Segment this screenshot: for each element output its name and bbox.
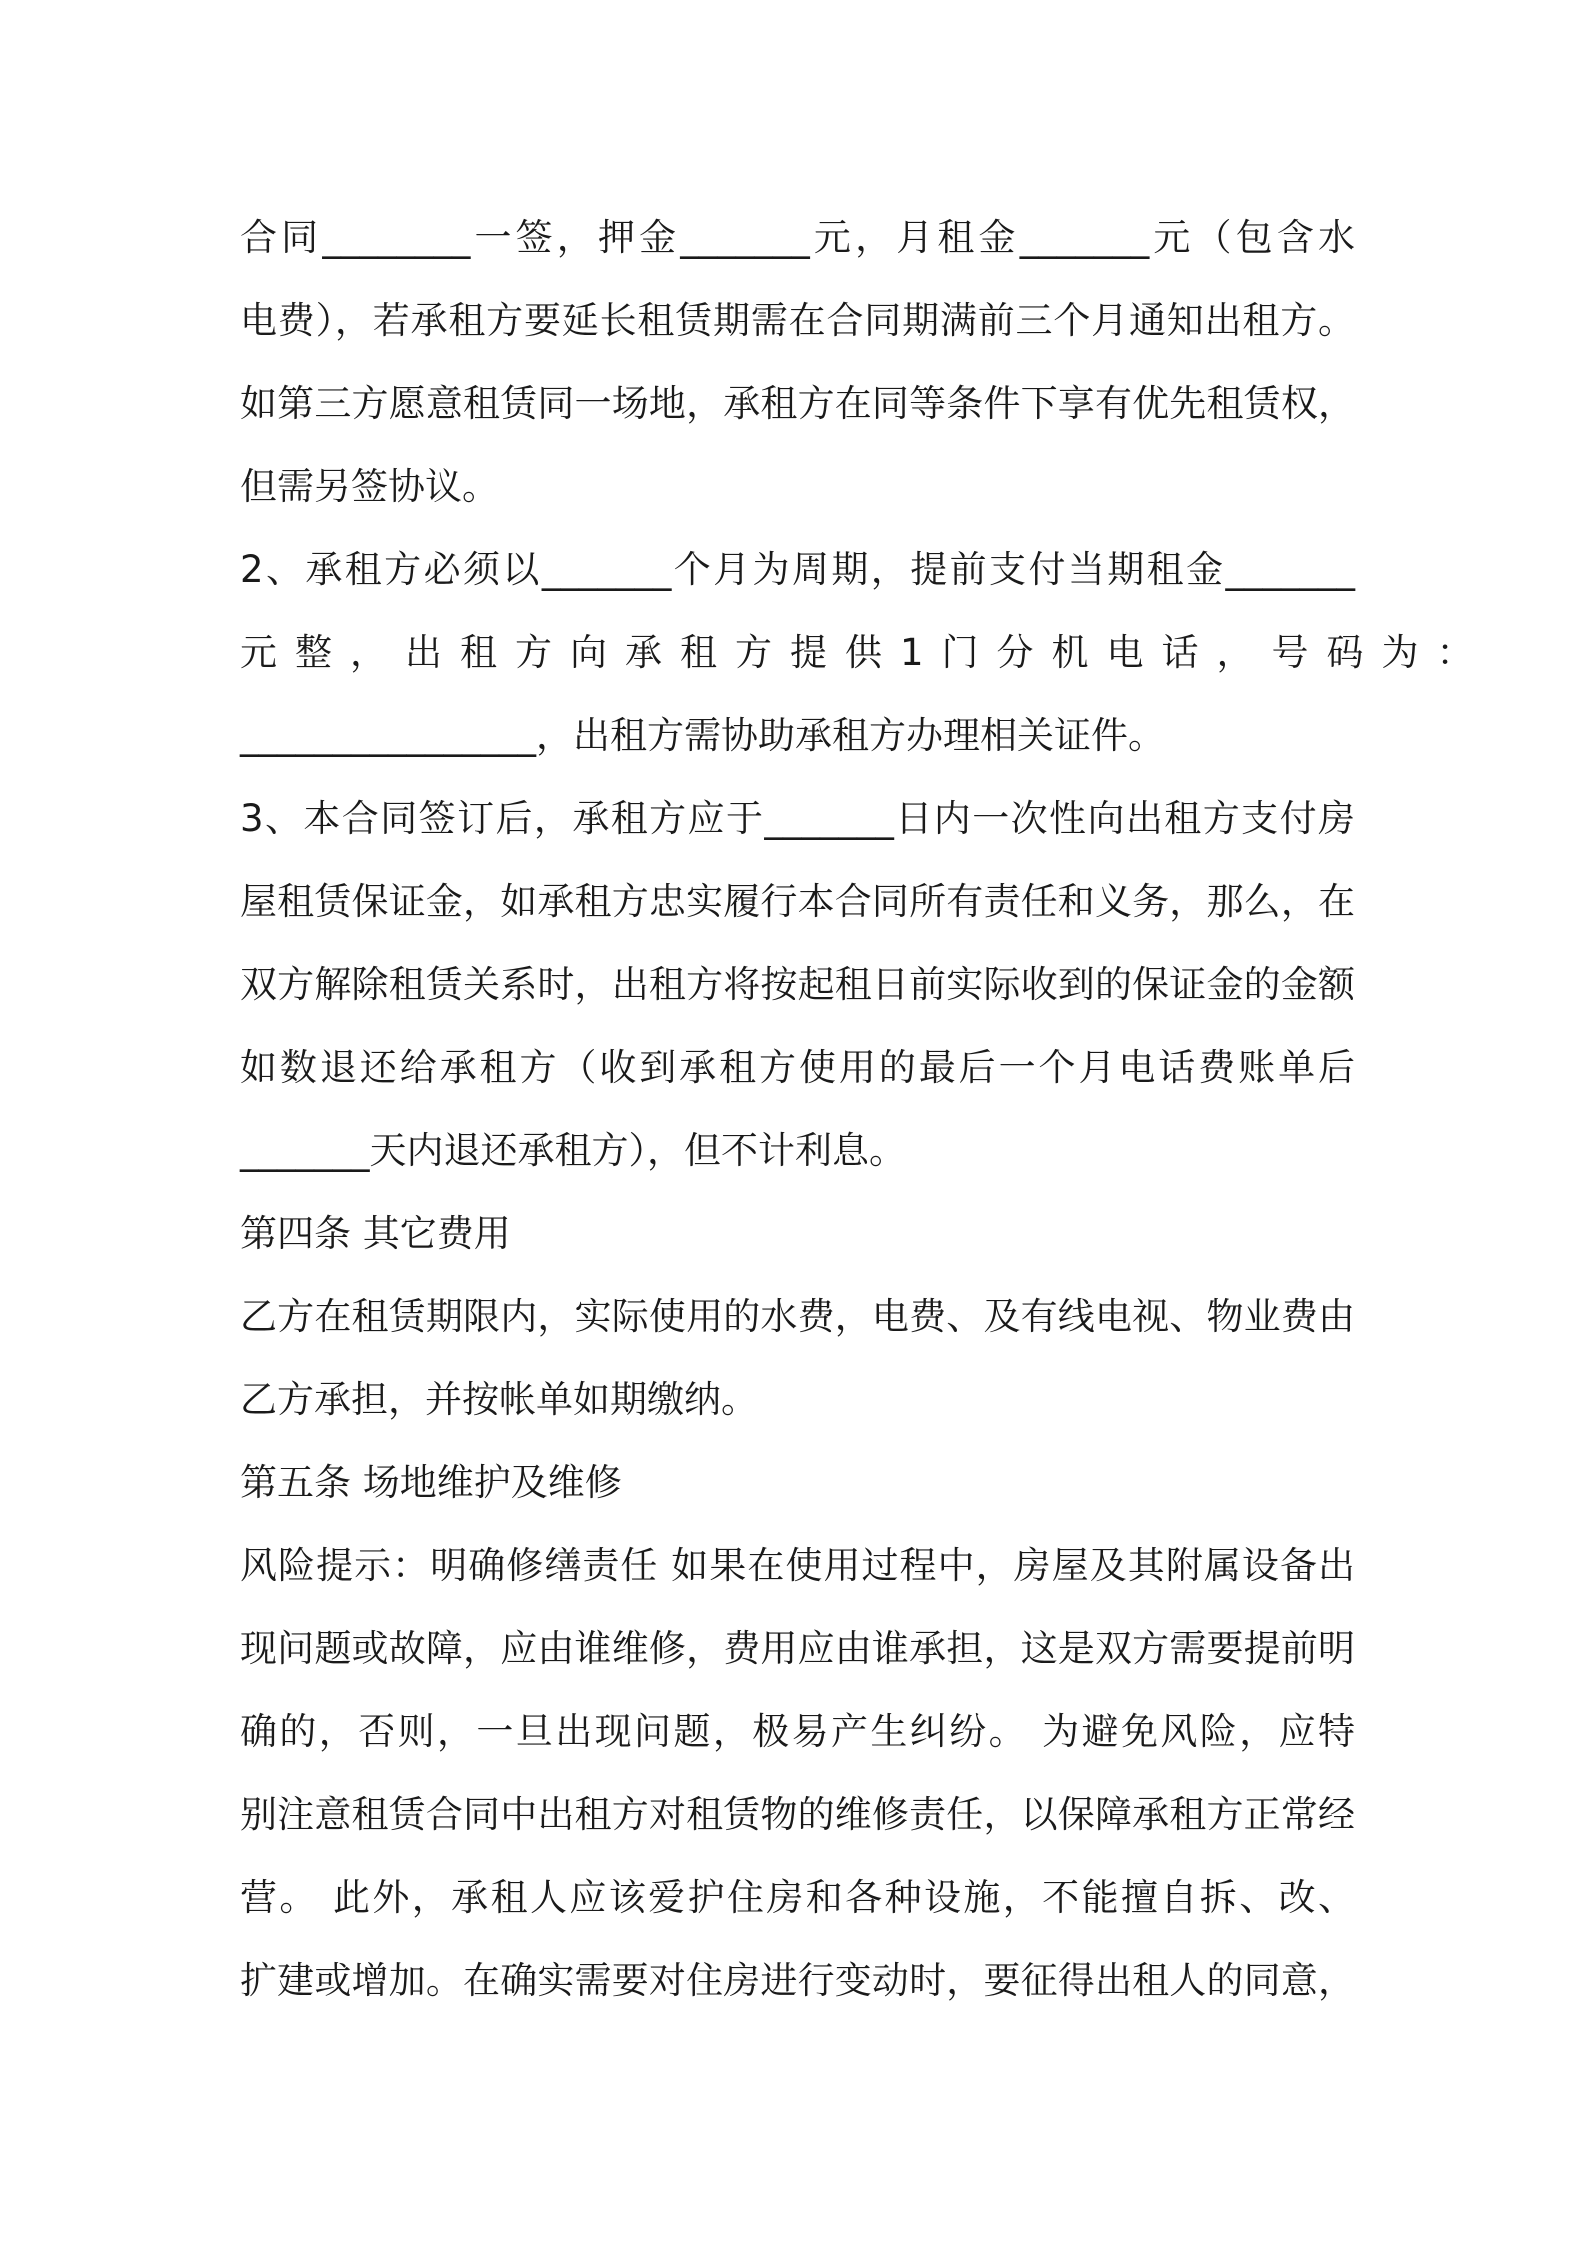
text-line: 但需另签协议。: [240, 465, 499, 508]
section-heading: 第四条 其它费用: [240, 1212, 511, 1255]
text-line: 合同________一签，押金_______元，月租金_______元（包含水: [240, 216, 1355, 259]
text-line: 双方解除租赁关系时，出租方将按起租日前实际收到的保证金的金额: [240, 963, 1355, 1006]
text-line: 3、本合同签订后，承租方应于_______日内一次性向出租方支付房: [240, 797, 1355, 840]
text-line: 电费），若承租方要延长租赁期需在合同期满前三个月通知出租方。: [240, 299, 1355, 342]
text-line: 现问题或故障，应由谁维修，费用应由谁承担，这是双方需要提前明: [240, 1627, 1355, 1670]
text-line: 确的，否则，一旦出现问题，极易产生纠纷。 为避免风险，应特: [240, 1710, 1355, 1753]
text-line: 如第三方愿意租赁同一场地，承租方在同等条件下享有优先租赁权，: [240, 382, 1355, 425]
text-line: 风险提示：明确修缮责任 如果在使用过程中，房屋及其附属设备出: [240, 1544, 1355, 1587]
text-line: 营。 此外，承租人应该爱护住房和各种设施，不能擅自拆、改、: [240, 1876, 1355, 1919]
text-line: 乙方承担，并按帐单如期缴纳。: [240, 1378, 758, 1421]
text-line: 如数退还给承租方（收到承租方使用的最后一个月电话费账单后: [240, 1046, 1355, 1089]
text-line: _______天内退还承租方），但不计利息。: [240, 1129, 906, 1172]
text-line: 屋租赁保证金，如承租方忠实履行本合同所有责任和义务，那么，在: [240, 880, 1355, 923]
text-line: 元整，出租方向承租方提供1门分机电话，号码为：: [240, 631, 1492, 674]
section-heading: 第五条 场地维护及维修: [240, 1461, 622, 1504]
text-line: 乙方在租赁期限内，实际使用的水费，电费、及有线电视、物业费由: [240, 1295, 1355, 1338]
text-line: ________________，出租方需协助承租方办理相关证件。: [240, 714, 1165, 757]
text-line: 扩建或增加。在确实需要对住房进行变动时，要征得出租人的同意，: [240, 1959, 1355, 2002]
document-page: [240, 196, 1492, 2022]
text-line: 2、承租方必须以_______个月为周期，提前支付当期租金_______: [240, 548, 1355, 591]
text-line: 别注意租赁合同中出租方对租赁物的维修责任，以保障承租方正常经: [240, 1793, 1355, 1836]
